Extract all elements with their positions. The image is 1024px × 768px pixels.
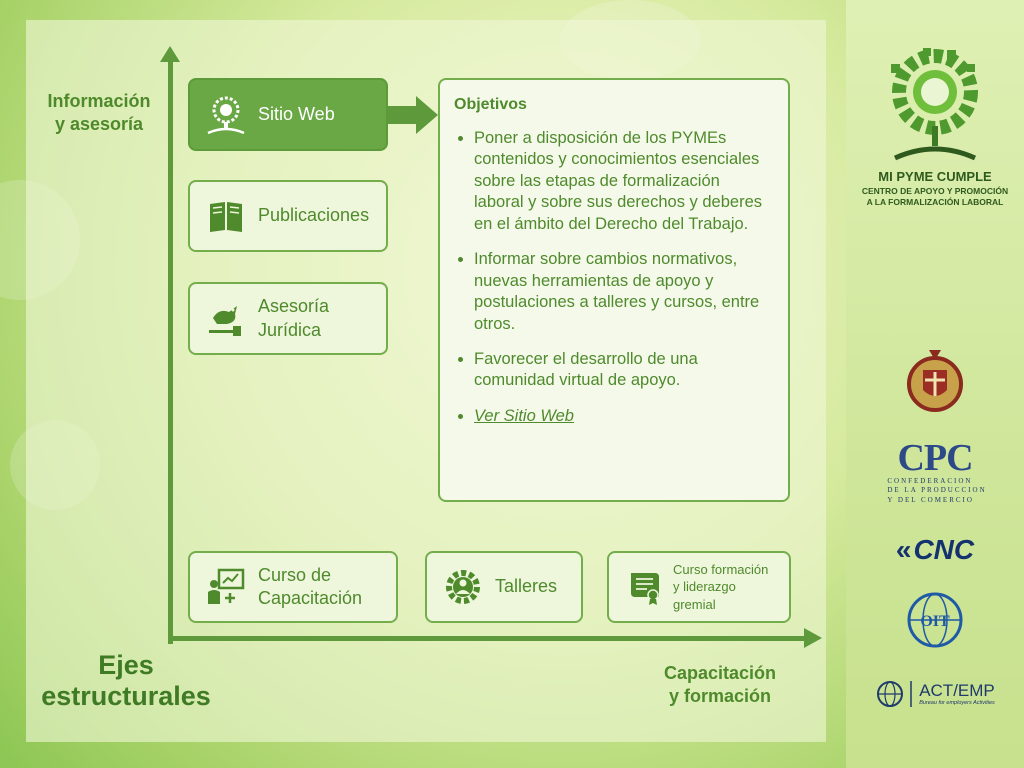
axis-corner-title: Ejes estructurales [41, 650, 211, 712]
teacher-board-icon [204, 565, 248, 609]
objectives-panel [438, 78, 790, 502]
certificate-icon [623, 565, 667, 609]
objective-item: • Favorecer el desarrollo de una comunidad virtual de apoyo. [474, 349, 772, 392]
act-emp-globe-icon [875, 679, 915, 709]
act-emp-name: ACT/EMP [919, 680, 995, 700]
cpc-name: CPC [897, 437, 973, 480]
cpc-subtitle: CONFEDERACION DE LA PRODUCCION Y DEL COMERCIO [887, 477, 987, 504]
link-arrowhead [416, 96, 438, 134]
cpc-logo [846, 437, 1024, 504]
cnc-logo [846, 532, 1024, 568]
ver-sitio-web-link[interactable]: Ver Sitio Web [474, 406, 574, 425]
act-emp-subtitle: Bureau for employers Activities [919, 700, 995, 707]
objectives-title: Objetivos [454, 96, 527, 113]
card-publicaciones[interactable] [188, 180, 388, 252]
card-label: Publicaciones [258, 205, 370, 226]
card-label: Talleres [495, 576, 558, 597]
mi-pyme-cumple-logo [846, 40, 1024, 165]
oit-globe-icon [902, 589, 968, 651]
website-logo-icon [204, 93, 248, 137]
university-seal-logo [846, 345, 1024, 417]
axis-label-information: Información y asesoría [47, 91, 151, 135]
horizontal-axis-arrowhead [804, 628, 822, 648]
axis-label-training: Capacitación y formación [663, 663, 777, 707]
brand-subtitle: CENTRO DE APOYO Y PROMOCIÓN A LA FORMALIZACIÓN LABORAL [861, 186, 1009, 208]
cnc-chevron-icon: « [895, 534, 912, 565]
objective-link-item [474, 406, 772, 427]
card-curso-capacitacion[interactable] [188, 551, 398, 623]
objectives-list [454, 128, 772, 427]
book-icon [204, 194, 248, 238]
vertical-axis-arrowhead [160, 46, 180, 62]
card-talleres[interactable] [425, 551, 583, 623]
card-curso-liderazgo[interactable] [607, 551, 791, 623]
card-label: Curso formación y liderazgo gremial [673, 561, 769, 612]
act-emp-logo [846, 672, 1024, 716]
objective-item: • Poner a disposición de los PYMEs contenidos y conocimientos esenciales sobre las etapas de formalización laboral y sobre sus derechos y deberes en el ámbito del Derecho del Trabajo. [474, 128, 772, 235]
card-label: Asesoría Jurídica [258, 296, 330, 340]
dove-gavel-icon [204, 297, 248, 341]
vertical-axis [168, 60, 173, 644]
objective-item: • Informar sobre cambios normativos, nuevas herramientas de apoyo y postulaciones a talleres y cursos, entre otros. [474, 249, 772, 335]
oit-logo [846, 588, 1024, 652]
cnc-name: CNC [913, 534, 975, 565]
card-sitio-web[interactable] [188, 78, 388, 151]
link-arrow [388, 106, 418, 124]
horizontal-axis [168, 636, 808, 641]
oit-name: OIT [920, 613, 950, 630]
card-label: Sitio Web [258, 103, 335, 124]
gear-person-icon [441, 565, 485, 609]
card-label: Curso de Capacitación [258, 564, 363, 608]
university-seal-icon [907, 346, 963, 416]
brand-title: MI PYME CUMPLE [878, 169, 992, 184]
card-asesoria-juridica[interactable] [188, 282, 388, 355]
tree-logo-icon [875, 42, 995, 164]
